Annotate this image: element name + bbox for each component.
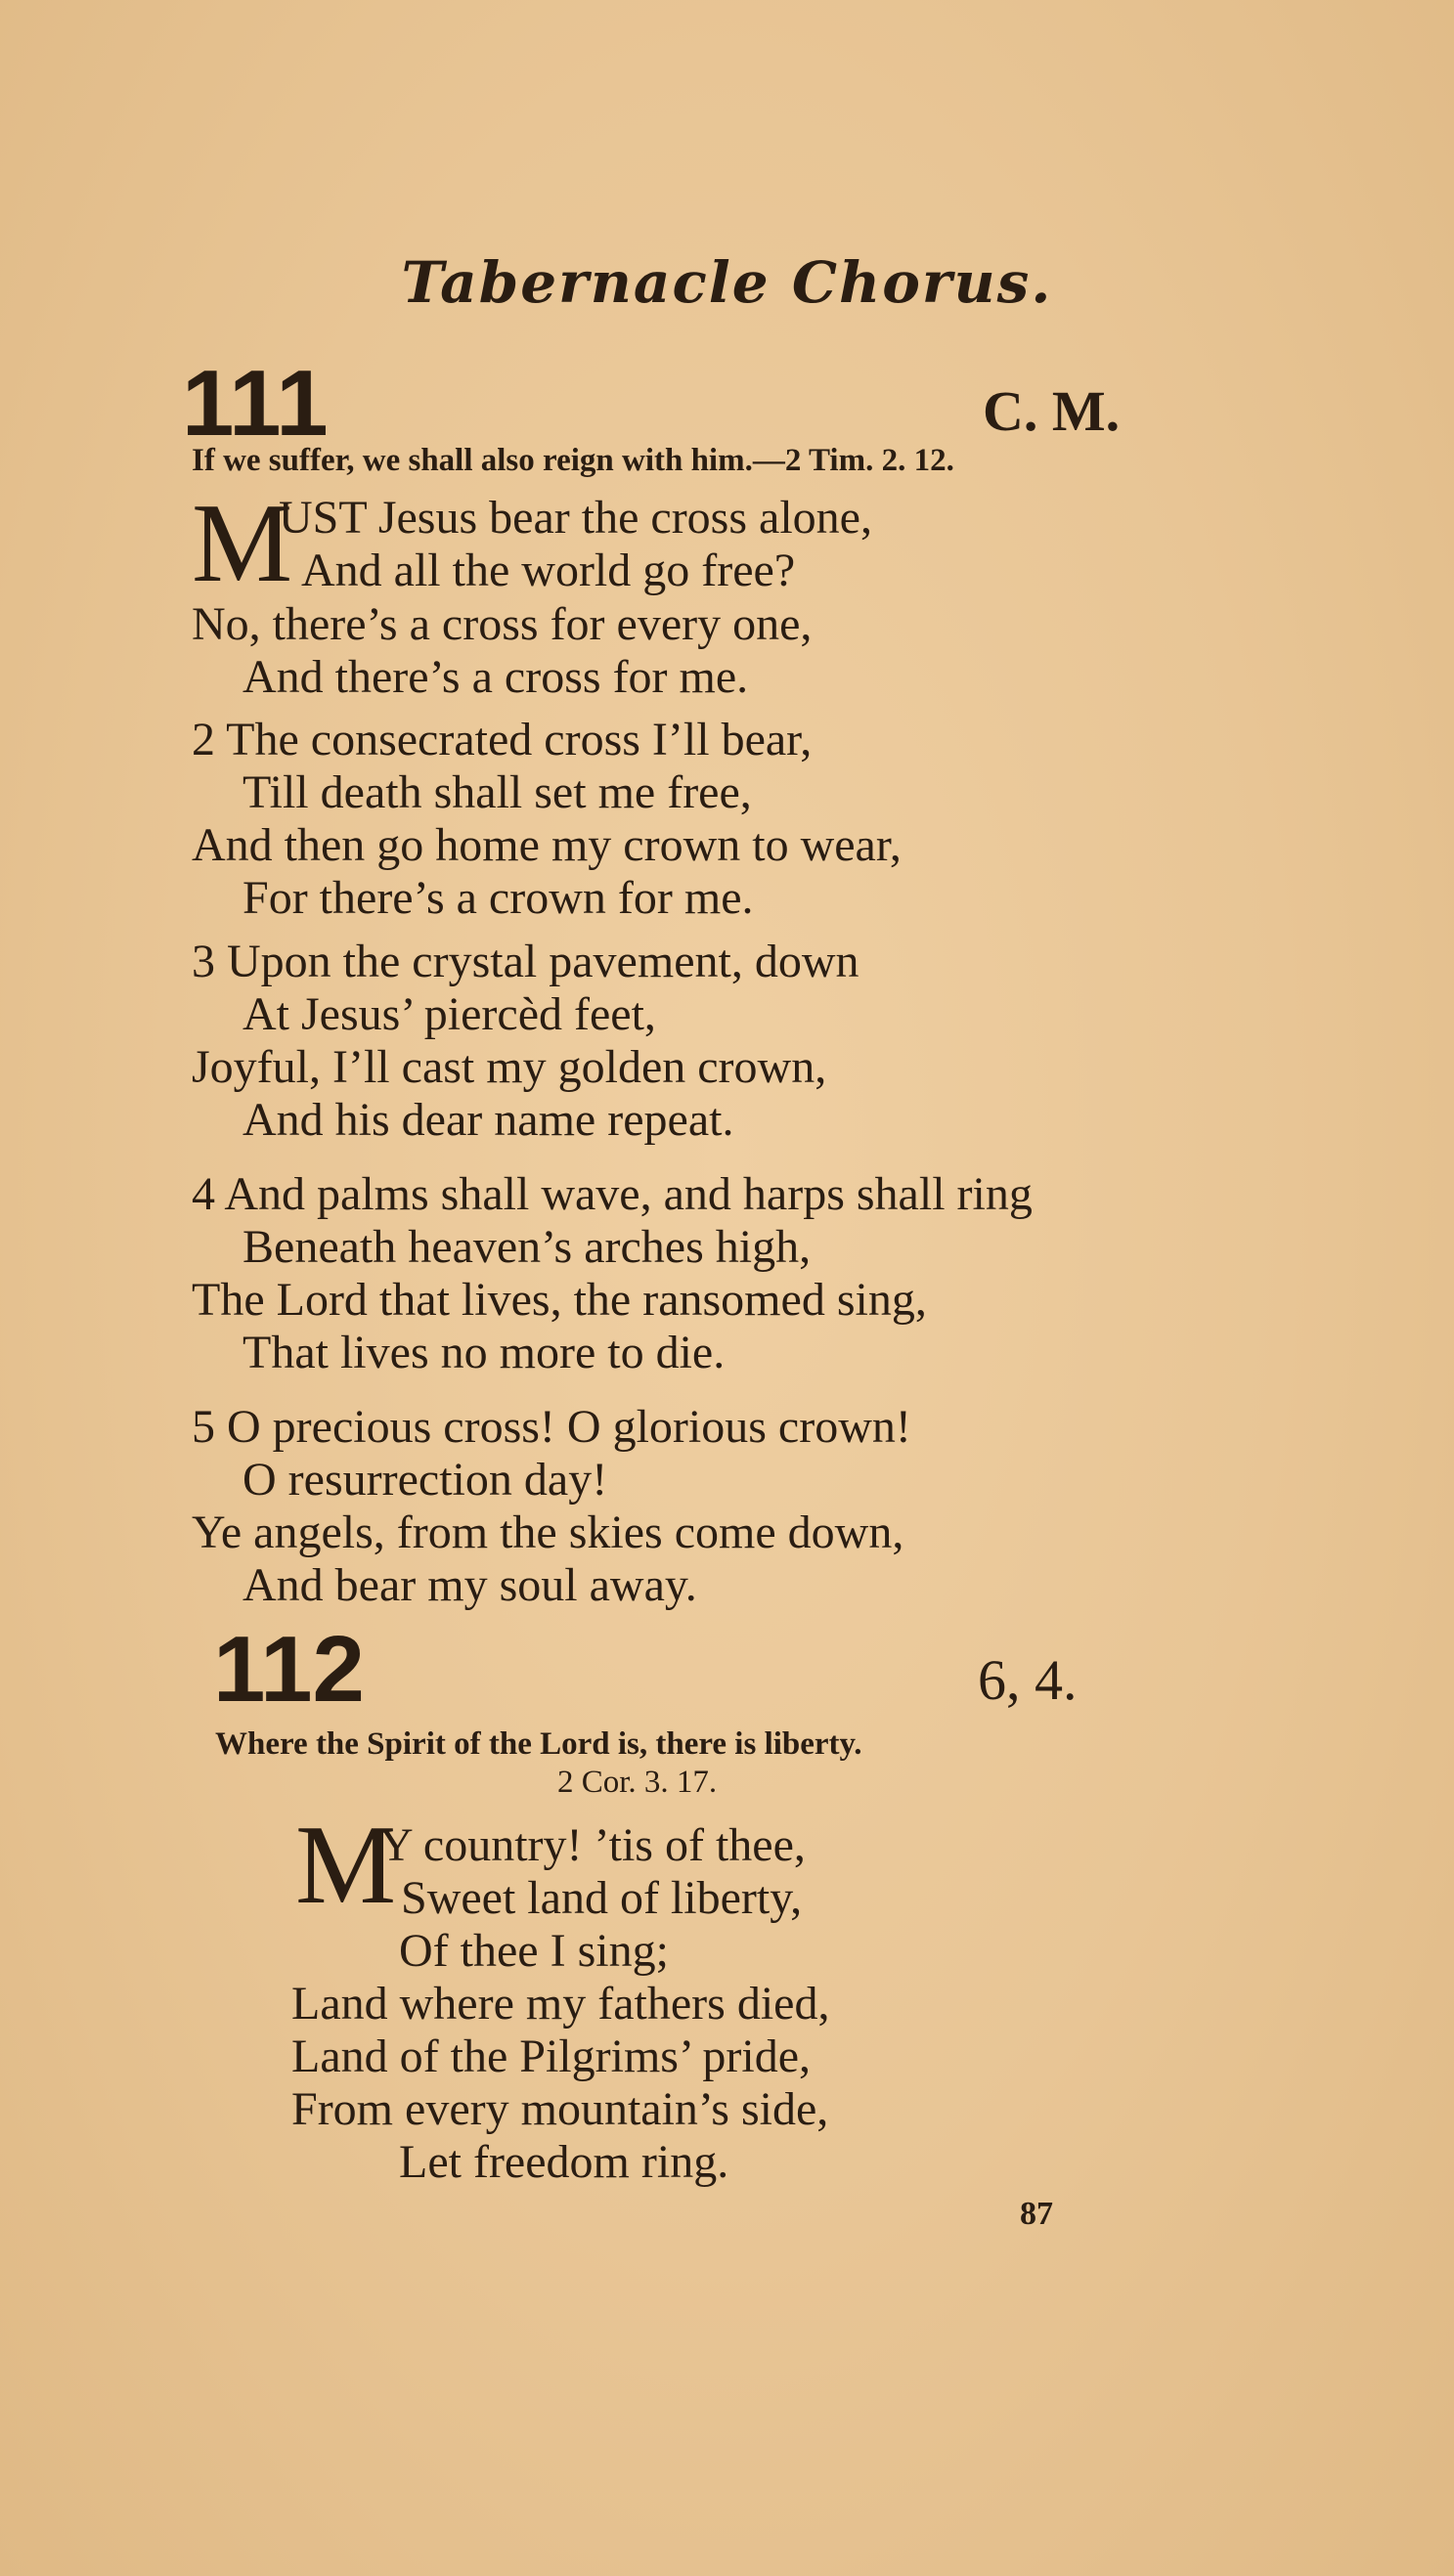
hymn-epigraph: If we suffer, we shall also reign with him.—2 Tim. 2. 12. (192, 443, 954, 478)
verse-line: Ye angels, from the skies come down, (192, 1506, 904, 1558)
verse-line: No, there’s a cross for every one, (192, 598, 813, 650)
verse-line: Till death shall set me free, (242, 766, 752, 818)
verse-line: Of thee I sing; (399, 1925, 669, 1977)
verse-line: And bear my soul away. (242, 1559, 697, 1611)
verse-line: And his dear name repeat. (242, 1094, 734, 1146)
running-title: Tabernacle Chorus. (401, 249, 1053, 316)
verse-line: Let freedom ring. (399, 2136, 729, 2188)
hymn-meter: 6, 4. (978, 1648, 1078, 1712)
drop-cap: M (295, 1803, 397, 1928)
hymn-epigraph: Where the Spirit of the Lord is, there is liberty. (215, 1726, 862, 1762)
verse-line: Sweet land of liberty, (401, 1872, 803, 1924)
hymn-number: 111 (182, 351, 329, 456)
verse-line: Joyful, I’ll cast my golden crown, (192, 1041, 827, 1093)
verse-line: And there’s a cross for me. (242, 651, 749, 703)
verse-line: UST Jesus bear the cross alone, (279, 492, 872, 544)
verse-line: That lives no more to die. (242, 1327, 726, 1378)
scripture-reference: 2 Cor. 3. 17. (557, 1765, 718, 1800)
hymn-number: 112 (213, 1617, 365, 1722)
drop-cap: M (192, 481, 293, 606)
verse-line: 3 Upon the crystal pavement, down (192, 936, 859, 987)
verse-line: 4 And palms shall wave, and harps shall ring (192, 1168, 1033, 1220)
verse-line: 5 O precious cross! O glorious crown! (192, 1401, 911, 1453)
verse-line: From every mountain’s side, (291, 2083, 829, 2135)
hymn-meter: C. M. (983, 379, 1121, 443)
verse-line: The Lord that lives, the ransomed sing, (192, 1274, 927, 1326)
verse-line: Land where my fathers died, (291, 1978, 830, 2030)
verse-line: Y country! ’tis of thee, (379, 1819, 806, 1871)
verse-line: Land of the Pilgrims’ pride, (291, 2030, 811, 2082)
verse-line: O resurrection day! (242, 1454, 608, 1506)
verse-line: And all the world go free? (301, 545, 796, 596)
verse-line: 2 The consecrated cross I’ll bear, (192, 714, 813, 765)
verse-line: Beneath heaven’s arches high, (242, 1221, 812, 1273)
verse-line: And then go home my crown to wear, (192, 819, 902, 871)
verse-line: For there’s a crown for me. (242, 872, 754, 924)
verse-line: At Jesus’ piercèd feet, (242, 988, 656, 1040)
page-number: 87 (1020, 2196, 1053, 2232)
